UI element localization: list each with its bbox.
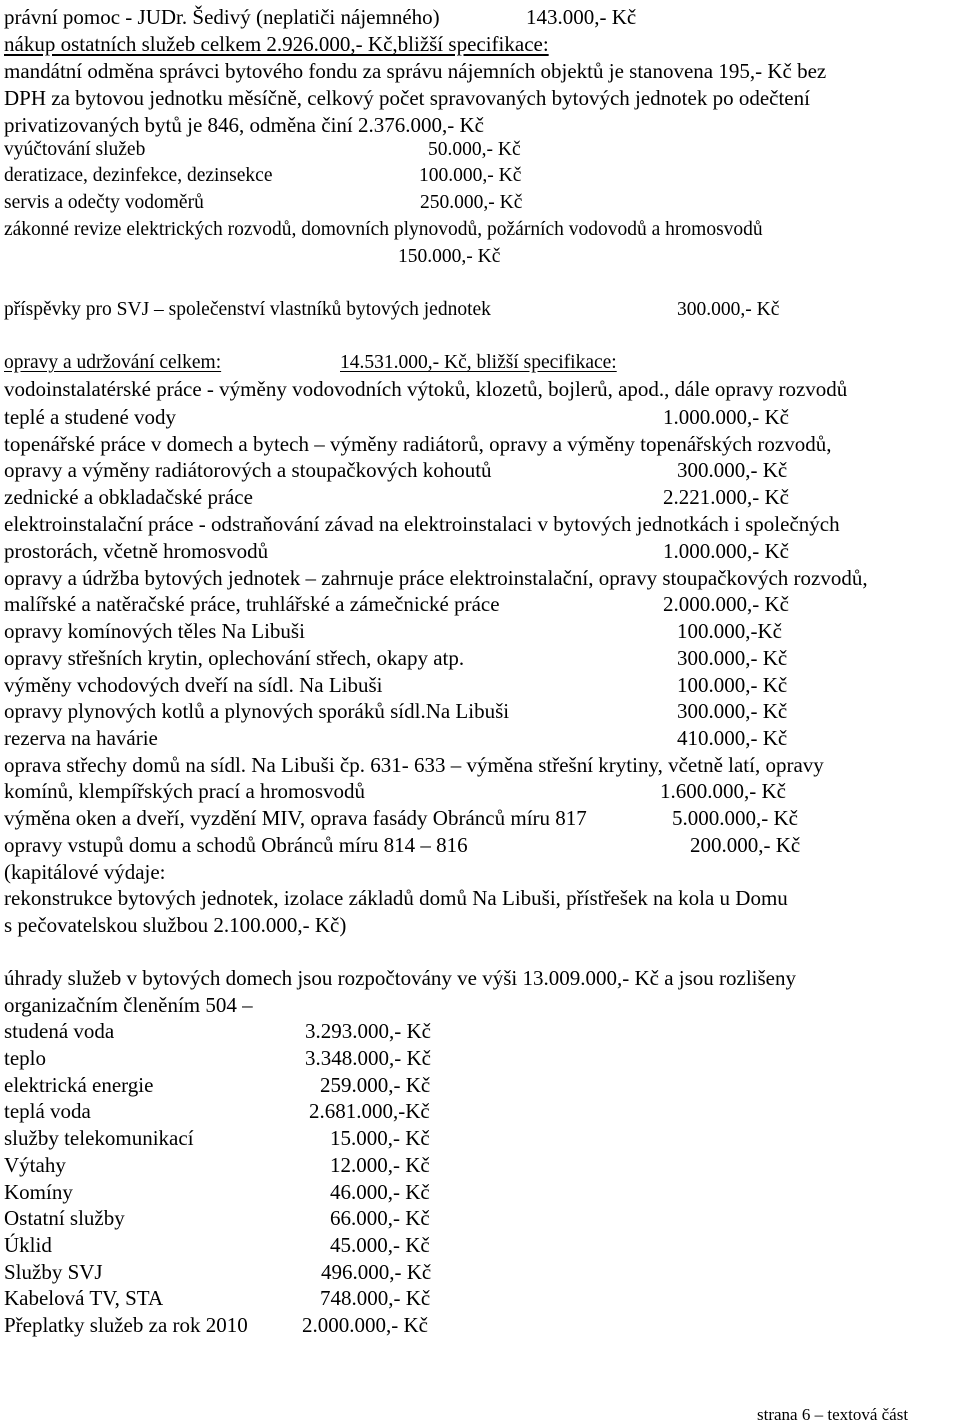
amount: 100.000,- Kč [419,165,522,186]
amount: 300.000,- Kč [677,458,788,482]
text-line: právní pomoc - JUDr. Šedivý (neplatiči nájemného) [4,5,440,29]
service-amount: 66.000,- Kč [330,1206,430,1230]
amount: 200.000,- Kč [690,833,801,857]
service-amount: 46.000,- Kč [330,1180,430,1204]
text-line: oprava střechy domů na sídl. Na Libuši čp. 631- 633 – výměna střešní krytiny, včetně latí, opravy [4,753,824,777]
text-line: opravy a údržba bytových jednotek – zahrnuje práce elektroinstalační, opravy stoupačkových rozvodů, [4,566,868,590]
service-label: elektrická energie [4,1073,154,1097]
amount: 5.000.000,- Kč [672,806,798,830]
amount: 100.000,- Kč [677,673,788,697]
text-line: vodoinstalatérské práce - výměny vodovodních výtoků, klozetů, bojlerů, apod., dále opravy rozvodů [4,377,848,401]
text-line: opravy střešních krytin, oplechování střech, okapy atp. [4,646,465,670]
amount: 300.000,- Kč [677,699,788,723]
service-amount: 3.293.000,- Kč [305,1019,431,1043]
amount: 2.221.000,- Kč [663,485,789,509]
service-label: Kabelová TV, STA [4,1286,164,1310]
section-heading: opravy a udržování celkem: [4,352,222,373]
text-line: úhrady služeb v bytových domech jsou rozpočtovány ve výši 13.009.000,- Kč a jsou rozlišeny [4,966,797,990]
text-line: elektroinstalační práce - odstraňování závad na elektroinstalaci v bytových jednotkách i společných [4,512,840,536]
amount: 1.600.000,- Kč [660,779,786,803]
section-heading-amount: 14.531.000,- Kč, bližší specifikace: [340,352,617,373]
text-line: zákonné revize elektrických rozvodů, domovních plynovodů, požárních vodovodů a hromosvodů [4,219,763,240]
text-line: opravy vstupů domu a schodů Obránců míru 814 – 816 [4,833,468,857]
text-line: prostorách, včetně hromosvodů [4,539,269,563]
text-line: (kapitálové výdaje: [4,860,166,884]
service-label: Komíny [4,1180,73,1204]
text-line: opravy a výměny radiátorových a stoupačkových kohoutů [4,458,492,482]
text-line: topenářské práce v domech a bytech – výměny radiátorů, opravy a výměny topenářských rozvodů, [4,432,832,456]
text-line: mandátní odměna správci bytového fondu za správu nájemních objektů je stanovena 195,- Kč bez [4,59,827,83]
text-line: organizačním členěním 504 – [4,993,253,1017]
text-line: zednické a obkladačské práce [4,485,253,509]
service-amount: 3.348.000,- Kč [305,1046,431,1070]
text-line: deratizace, dezinfekce, dezinsekce [4,165,273,186]
text-line: výměna oken a dveří, vyzdění MIV, oprava fasády Obránců míru 817 [4,806,587,830]
service-amount: 15.000,- Kč [330,1126,430,1150]
service-amount: 748.000,- Kč [320,1286,431,1310]
text-line: privatizovaných bytů je 846, odměna činí 2.376.000,- Kč [4,113,484,137]
amount: 150.000,- Kč [398,246,501,267]
text-line: s pečovatelskou službou 2.100.000,- Kč) [4,913,347,937]
amount: 300.000,- Kč [677,299,780,320]
text-line: malířské a natěračské práce, truhlářské a zámečnické práce [4,592,500,616]
amount: 250.000,- Kč [420,192,523,213]
amount: 1.000.000,- Kč [663,539,789,563]
service-label: Úklid [4,1233,52,1257]
text-line: teplé a studené vody [4,405,177,429]
text-line: rezerva na havárie [4,726,158,750]
text-line: vyúčtování služeb [4,139,146,160]
service-amount: 2.000.000,- Kč [302,1313,428,1337]
amount: 50.000,- Kč [428,139,521,160]
text-line: servis a odečty vodoměrů [4,192,204,213]
service-label: studená voda [4,1019,115,1043]
amount: 100.000,-Kč [677,619,782,643]
amount: 1.000.000,- Kč [663,405,789,429]
service-label: Výtahy [4,1153,66,1177]
text-line: komínů, klempířských prací a hromosvodů [4,779,366,803]
amount: 300.000,- Kč [677,646,788,670]
service-amount: 2.681.000,-Kč [309,1099,430,1123]
text-line: výměny vchodových dveří na sídl. Na Libuši [4,673,383,697]
service-label: teplo [4,1046,46,1070]
service-amount: 45.000,- Kč [330,1233,430,1257]
amount: 410.000,- Kč [677,726,788,750]
text-line: rekonstrukce bytových jednotek, izolace základů domů Na Libuši, přístřešek na kola u Domu [4,886,788,910]
section-heading: nákup ostatních služeb celkem 2.926.000,- Kč,bližší specifikace: [4,32,549,56]
service-label: služby telekomunikací [4,1126,194,1150]
service-label: Ostatní služby [4,1206,125,1230]
page-footer: strana 6 – textová část [757,1405,909,1424]
amount: 143.000,- Kč [526,5,637,29]
service-amount: 259.000,- Kč [320,1073,431,1097]
service-amount: 12.000,- Kč [330,1153,430,1177]
service-label: teplá voda [4,1099,91,1123]
text-line: příspěvky pro SVJ – společenství vlastníků bytových jednotek [4,299,491,320]
service-label: Přeplatky služeb za rok 2010 [4,1313,248,1337]
text-line: opravy komínových těles Na Libuši [4,619,305,643]
amount: 2.000.000,- Kč [663,592,789,616]
text-line: opravy plynových kotlů a plynových sporáků sídl.Na Libuši [4,699,510,723]
text-line: DPH za bytovou jednotku měsíčně, celkový počet spravovaných bytových jednotek po odečtení [4,86,810,110]
service-amount: 496.000,- Kč [321,1260,432,1284]
service-label: Služby SVJ [4,1260,103,1284]
